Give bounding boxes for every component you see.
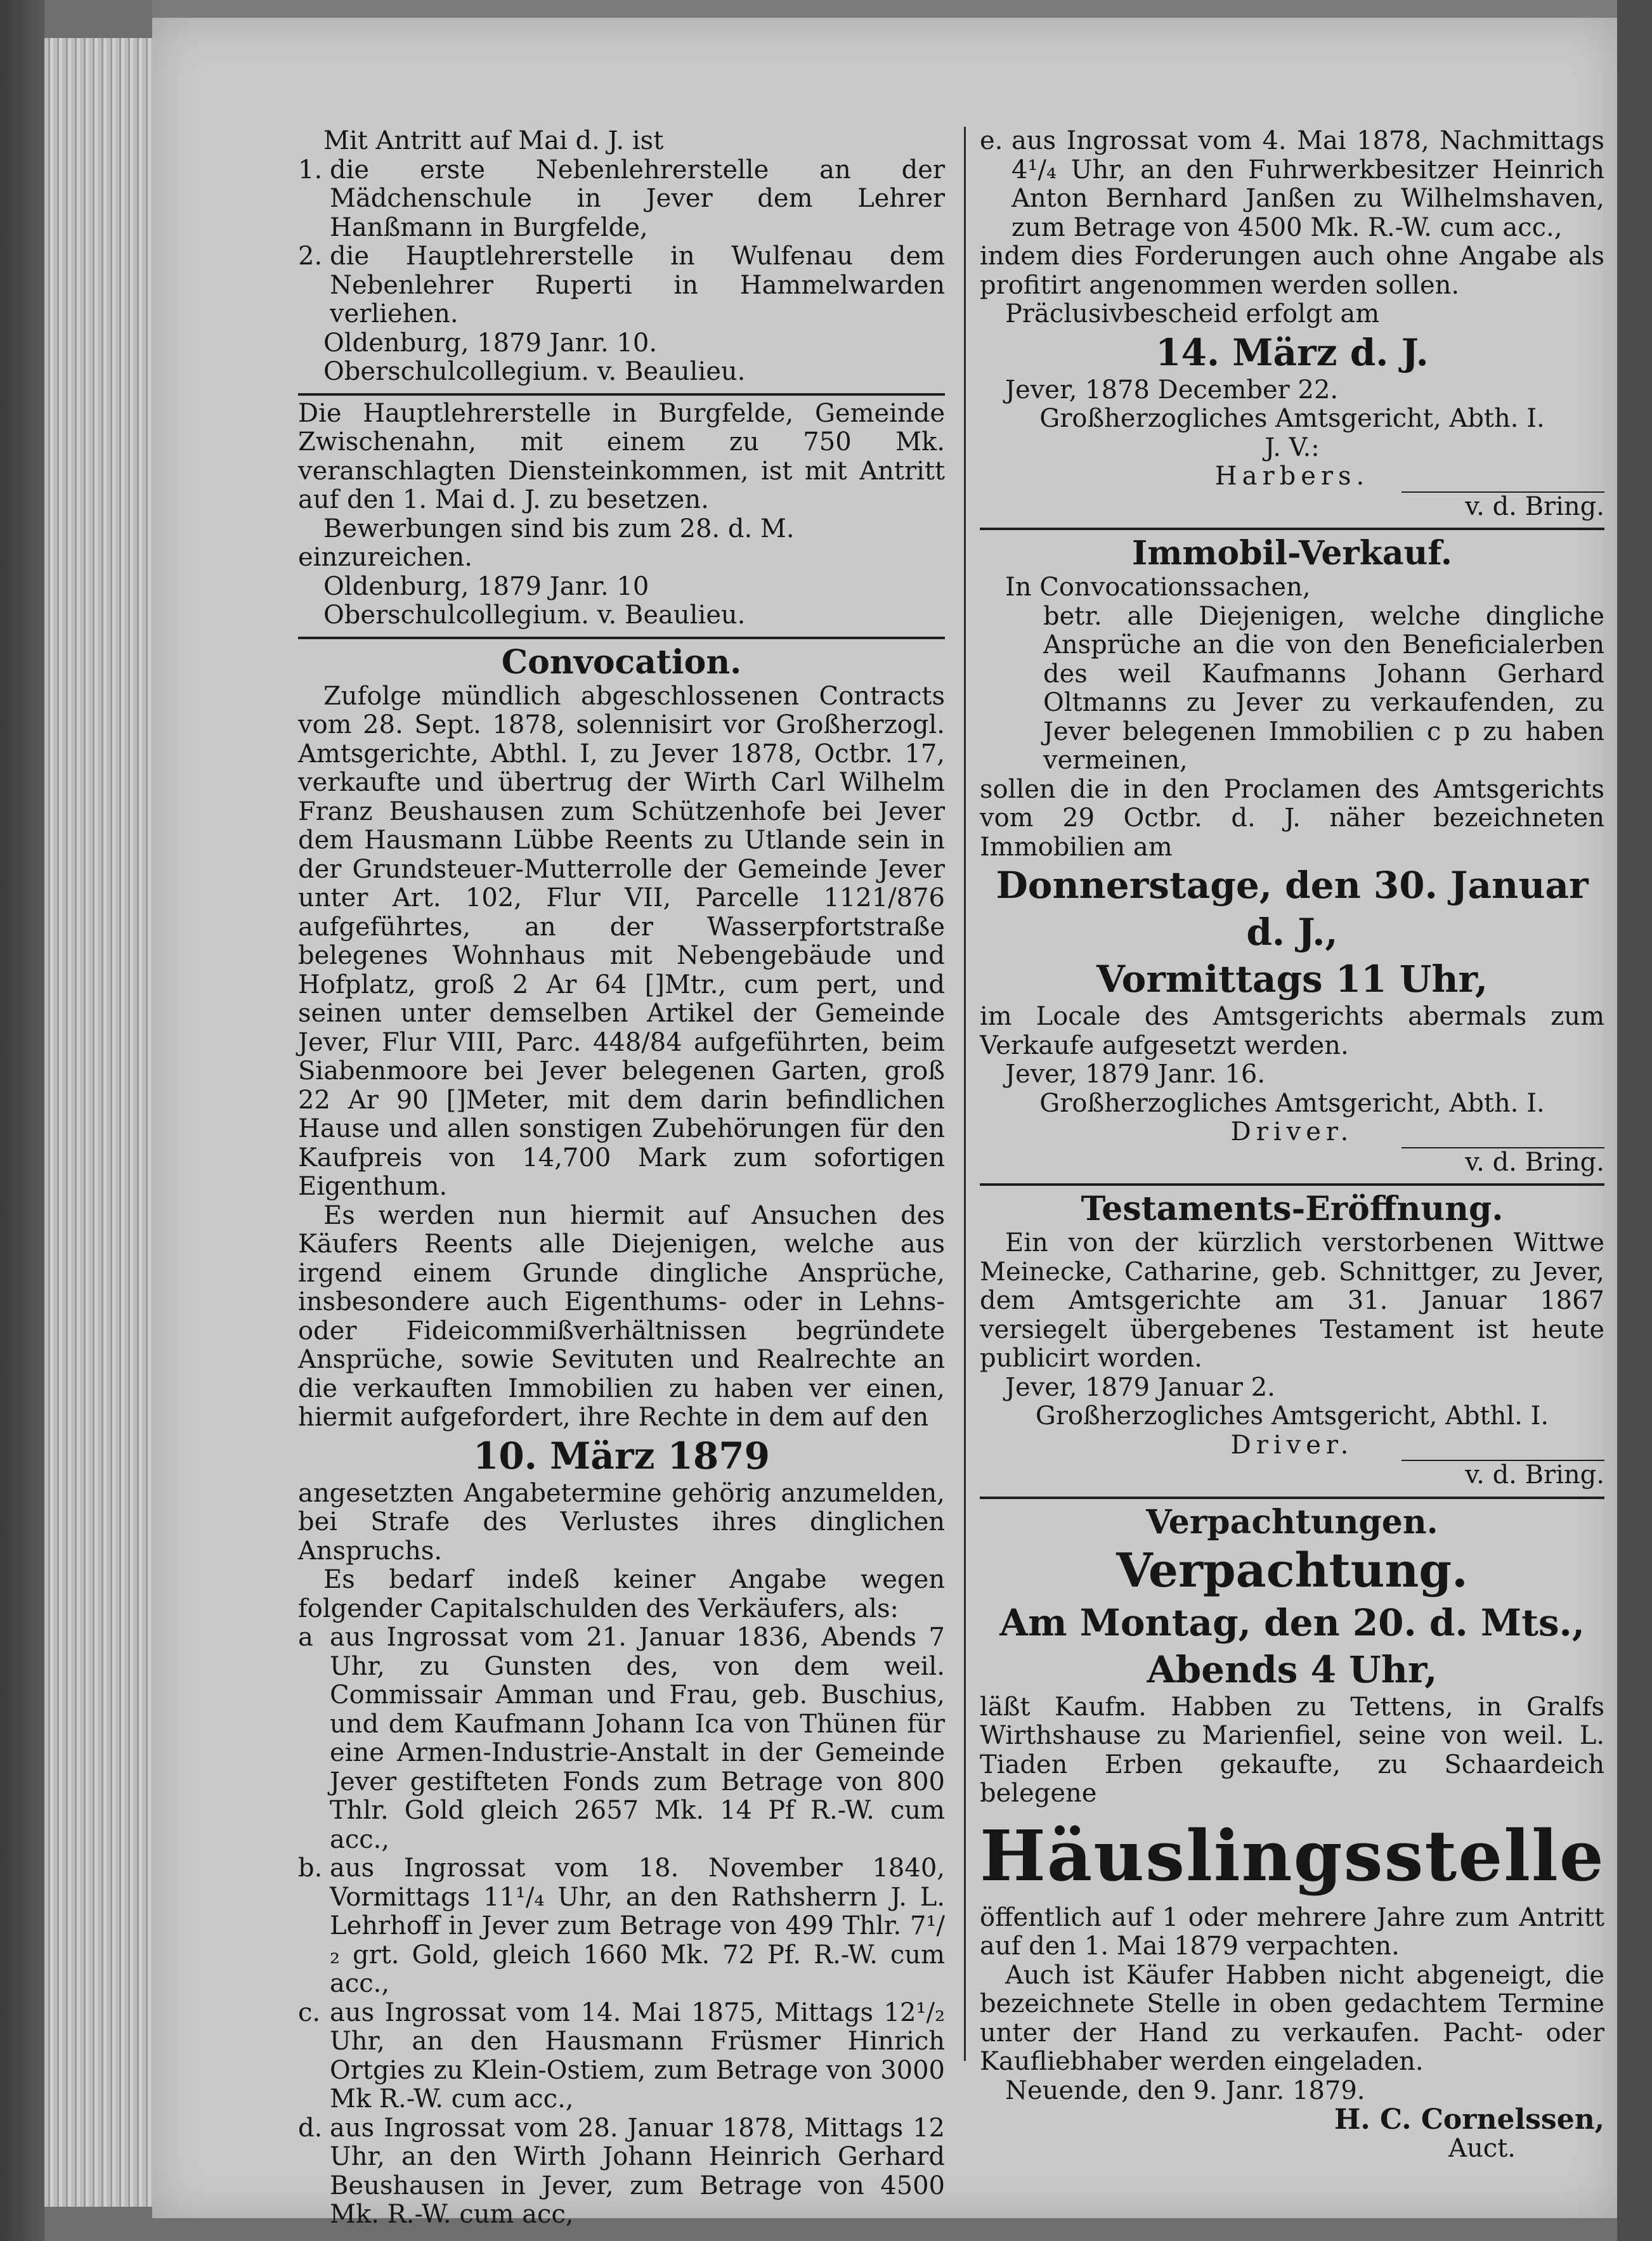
notice1-intro: Mit Antritt auf Mai d. J. ist (323, 126, 664, 155)
notice2-place-date: Oldenburg, 1879 Janr. 10 (323, 571, 649, 601)
testament-paragraph: Ein von der kürzlich verstorbenen Wittwe Meinecke, Catharine, geb. Schnittger, zu Jever, dem Amtsgerichte am 31. Januar 1867 versiegelt übergebenes Testament ist heute publicirt worden. (980, 1228, 1604, 1373)
notice-position-burgfelde (298, 399, 945, 630)
notice2-applications: Bewerbungen sind bis zum 28. d. M. einzureichen. (298, 514, 795, 572)
immobil-date: Donnerstage, den 30. Januar d. J., (996, 864, 1589, 954)
list-item (298, 1623, 945, 1854)
notice2-signature: Oberschulcollegium. v. Beaulieu. (323, 601, 746, 630)
notice-verpachtung (980, 1503, 1604, 2164)
stacked-page-edges (44, 38, 165, 2207)
immobil-paragraph: In Convocationssachen, (1005, 573, 1311, 602)
left-column (298, 127, 945, 2230)
list-item (298, 242, 945, 329)
continuation-iv: J. V.: (1265, 432, 1320, 462)
testament-clerk: v. d. Bring. (1465, 1460, 1604, 1490)
convocation-title: Convocation. (501, 642, 742, 682)
item-text: die Hauptlehrerstelle in Wulfenau dem Nebenlehrer Ruperti in Hammelwarden verliehen. (330, 242, 945, 328)
verpachtung-paragraph: Auch ist Käufer Habben nicht abgeneigt, die bezeichnete Stelle in oben gedachtem Termine unter der Hand zu verkaufen. Pacht- oder Kaufliebhaber werden eingeladen. (980, 1960, 1604, 2076)
immobil-time: Vormittags 11 Uhr, (1096, 958, 1488, 1001)
testament-place-date: Jever, 1879 Januar 2. (1005, 1372, 1275, 1402)
verpachtung-time: Abends 4 Uhr, (1147, 1647, 1438, 1691)
notice-immobil-verkauf (980, 534, 1604, 1177)
continuation-judge: Harbers. (1214, 462, 1370, 491)
verpachtung-paragraph: öffentlich auf 1 oder mehrere Jahre zum Antritt auf den 1. Mai 1879 verpachten. (980, 1902, 1604, 1961)
list-item (980, 127, 1604, 242)
convocation-paragraph: Es werden nun hiermit auf Ansuchen des Käufers Reents alle Diejenigen, welche aus irgend einem Grunde dingliche Ansprüche, insbesondere auch Eigenthums- oder in Lehns- oder Fideicommißverhältnissen begründete Ansprüche, sowie Sevituten und Realrechte an die verkauften Immobilien zu haben ver einen, hiermit aufgefordert, ihre Rechte in dem auf den (298, 1200, 945, 1432)
continuation-clerk: v. d. Bring. (1465, 491, 1604, 521)
continuation-closing: indem dies Forderungen auch ohne Angabe als profitirt angenommen werden sollen. (980, 242, 1604, 300)
notice-testament (980, 1190, 1604, 1490)
verpachtung-property: Häuslingsstelle (980, 1814, 1605, 1897)
testament-court: Großherzogliches Amtsgericht, Abthl. I. (1035, 1401, 1549, 1431)
notice-convocation (298, 643, 945, 2230)
item-key: 2. (298, 242, 323, 271)
item-text: aus Ingrossat vom 14. Mai 1875, Mittags 12¹/₂ Uhr, an den Hausmann Früsmer Hinrich Ortgies zu Klein-Ostiem, zum Betrage von 3000 Mk R.-W. cum acc., (330, 1997, 945, 2114)
testament-judge: Driver. (1230, 1430, 1354, 1460)
section-rule (980, 528, 1604, 530)
item-key: c. (298, 1997, 321, 2027)
section-rule (980, 1183, 1604, 1186)
notice1-signature: Oberschulcollegium. v. Beaulieu. (323, 357, 746, 386)
verpachtung-date: Am Montag, den 20. d. Mts., (999, 1601, 1585, 1644)
page-top-shadow (152, 0, 1617, 18)
immobil-title: Immobil-Verkauf. (1132, 534, 1452, 573)
item-key: 1. (298, 155, 323, 185)
item-key: d. (298, 2113, 323, 2143)
continuation-court: Großherzogliches Amtsgericht, Abth. I. (1039, 404, 1545, 433)
section-rule (980, 1497, 1604, 1499)
book-binding (0, 0, 44, 2241)
list-item (298, 2114, 945, 2230)
continuation-place-date: Jever, 1878 December 22. (1005, 375, 1339, 405)
convocation-deadline: 10. März 1879 (473, 1434, 770, 1478)
verpachtung-signer-title: Auct. (1448, 2133, 1516, 2163)
item-text: aus Ingrossat vom 28. Januar 1878, Mittags 12 Uhr, an den Wirth Johann Heinrich Gerhard Beushausen in Jever, zum Betrage von 4500 Mk. R.-W. cum acc, (330, 2113, 945, 2229)
item-text: aus Ingrossat vom 21. Januar 1836, Abends 7 Uhr, zu Gunsten des, von dem weil. Commissair Amman und Frau, geb. Buschius, und dem Kaufmann Johann Ica von Thünen für eine Armen-Industrie-Anstalt in der Gemeinde Jever gestifteten Fonds zum Betrage von 800 Thlr. Gold gleich 2657 Mk. 14 Pf R.-W. cum acc., (330, 1623, 945, 1854)
verpachtung-title: Verpachtung. (1116, 1543, 1468, 1598)
continuation-deadline: 14. März d. J. (1155, 330, 1429, 374)
item-text: aus Ingrossat vom 18. November 1840, Vormittags 11¹/₄ Uhr, an den Rathsherrn J. L. Lehrhoff in Jever zum Betrage von 499 Thlr. 7¹/₂ grt. Gold, gleich 1660 Mk. 72 Pf. R.-W. cum acc., (330, 1854, 945, 1998)
convocation-paragraph: angesetzten Angabetermine gehörig anzumelden, bei Strafe des Verlustes ihres dinglichen Anspruchs. (298, 1478, 945, 1566)
list-item (298, 156, 945, 243)
page-right-shadow (1617, 0, 1652, 2241)
verpachtung-place-date: Neuende, den 9. Janr. 1879. (1005, 2075, 1365, 2105)
section-rule (298, 393, 945, 396)
item-text: aus Ingrossat vom 4. Mai 1878, Nachmittags 4¹/₄ Uhr, an den Fuhrwerkbesitzer Heinrich Anton Bernhard Janßen zu Wilhelmshaven, zum Betrage von 4500 Mk. R.-W. cum acc., (1011, 126, 1604, 242)
verpachtung-signer: H. C. Cornelssen, (1334, 2103, 1604, 2136)
immobil-place-date: Jever, 1879 Janr. 16. (1005, 1060, 1266, 1089)
list-item (298, 1854, 945, 1999)
continuation-preclusion: Präclusivbescheid erfolgt am (1005, 299, 1380, 328)
immobil-paragraph: betr. alle Diejenigen, welche dingliche Ansprüche an die von den Beneficialerben des weil Kaufmanns Johann Gerhard Oltmanns zu Jever zu verkaufenden, zu Jever belegenen Immobilien c p zu haben vermeinen, (1043, 601, 1604, 775)
verpachtung-section: Verpachtungen. (1146, 1502, 1438, 1542)
immobil-court: Großherzogliches Amtsgericht, Abth. I. (1039, 1088, 1545, 1118)
convocation-continuation (980, 127, 1604, 521)
notice1-place-date: Oldenburg, 1879 Janr. 10. (323, 328, 658, 358)
item-key: b. (298, 1854, 323, 1883)
item-key: a (298, 1623, 313, 1652)
right-column (980, 127, 1604, 2163)
verpachtung-paragraph: läßt Kaufm. Habben zu Tettens, in Gralfs Wirthshause zu Marienfiel, seine von weil. L. Tiaden Erben gekaufte, zu Schaardeich belegene (980, 1692, 1604, 1808)
immobil-judge: Driver. (1230, 1117, 1354, 1146)
immobil-paragraph: im Locale des Amtsgerichts abermals zum Verkaufe aufgesetzt werden. (980, 1002, 1604, 1060)
item-text: die erste Nebenlehrerstelle an der Mädchenschule in Jever dem Lehrer Hanßmann in Burgfelde, (330, 155, 945, 242)
immobil-clerk: v. d. Bring. (1465, 1147, 1604, 1177)
immobil-paragraph: sollen die in den Proclamen des Amtsgerichts vom 29 Octbr. d. J. näher bezeichneten Immobilien am (980, 774, 1604, 862)
convocation-paragraph: Zufolge mündlich abgeschlossenen Contracts vom 28. Sept. 1878, solennisirt vor Großherzogl. Amtsgerichte, Abthl. I, zu Jever 1878, Octbr. 17, verkaufte und übertrug der Wirth Carl Wilhelm Franz Beushausen zum Schützenhofe bei Jever dem Hausmann Lübbe Reents zu Utlande sein in der Grundsteuer-Mutterrolle der Gemeinde Jever unter Art. 102, Flur VII, Parcelle 1121/876 aufgeführtes, an der Wasserpfortstraße belegenes Wohnhaus mit Nebengebäude und Hofplatz, groß 2 Ar 64 []Mtr., cum pert, und seinen unter demselben Artikel der Gemeinde Jever, Flur VIII, Parc. 448/84 aufgeführten, beim Siabenmoore bei Jever belegenen Garten, groß 22 Ar 90 []Meter, mit dem darin befindlichen Hause und allen sonstigen Zubehörungen für den Kaufpreis von 14,700 Mark zum sofortigen Eigenthum. (298, 681, 945, 1201)
convocation-paragraph: Es bedarf indeß keiner Angabe wegen folgender Capitalschulden des Verkäufers, als: (298, 1565, 945, 1623)
list-item (298, 1999, 945, 2114)
notice2-body: Die Hauptlehrerstelle in Burgfelde, Gemeinde Zwischenahn, mit einem zu 750 Mk. veranschlagten Diensteinkommen, ist mit Antritt auf den 1. Mai d. J. zu besetzen. (298, 398, 945, 514)
column-divider (964, 127, 966, 2061)
section-rule (298, 637, 945, 639)
item-key: e. (980, 126, 1003, 155)
testament-title: Testaments-Eröffnung. (1081, 1190, 1504, 1228)
notice-teacher-appointments (298, 127, 945, 387)
